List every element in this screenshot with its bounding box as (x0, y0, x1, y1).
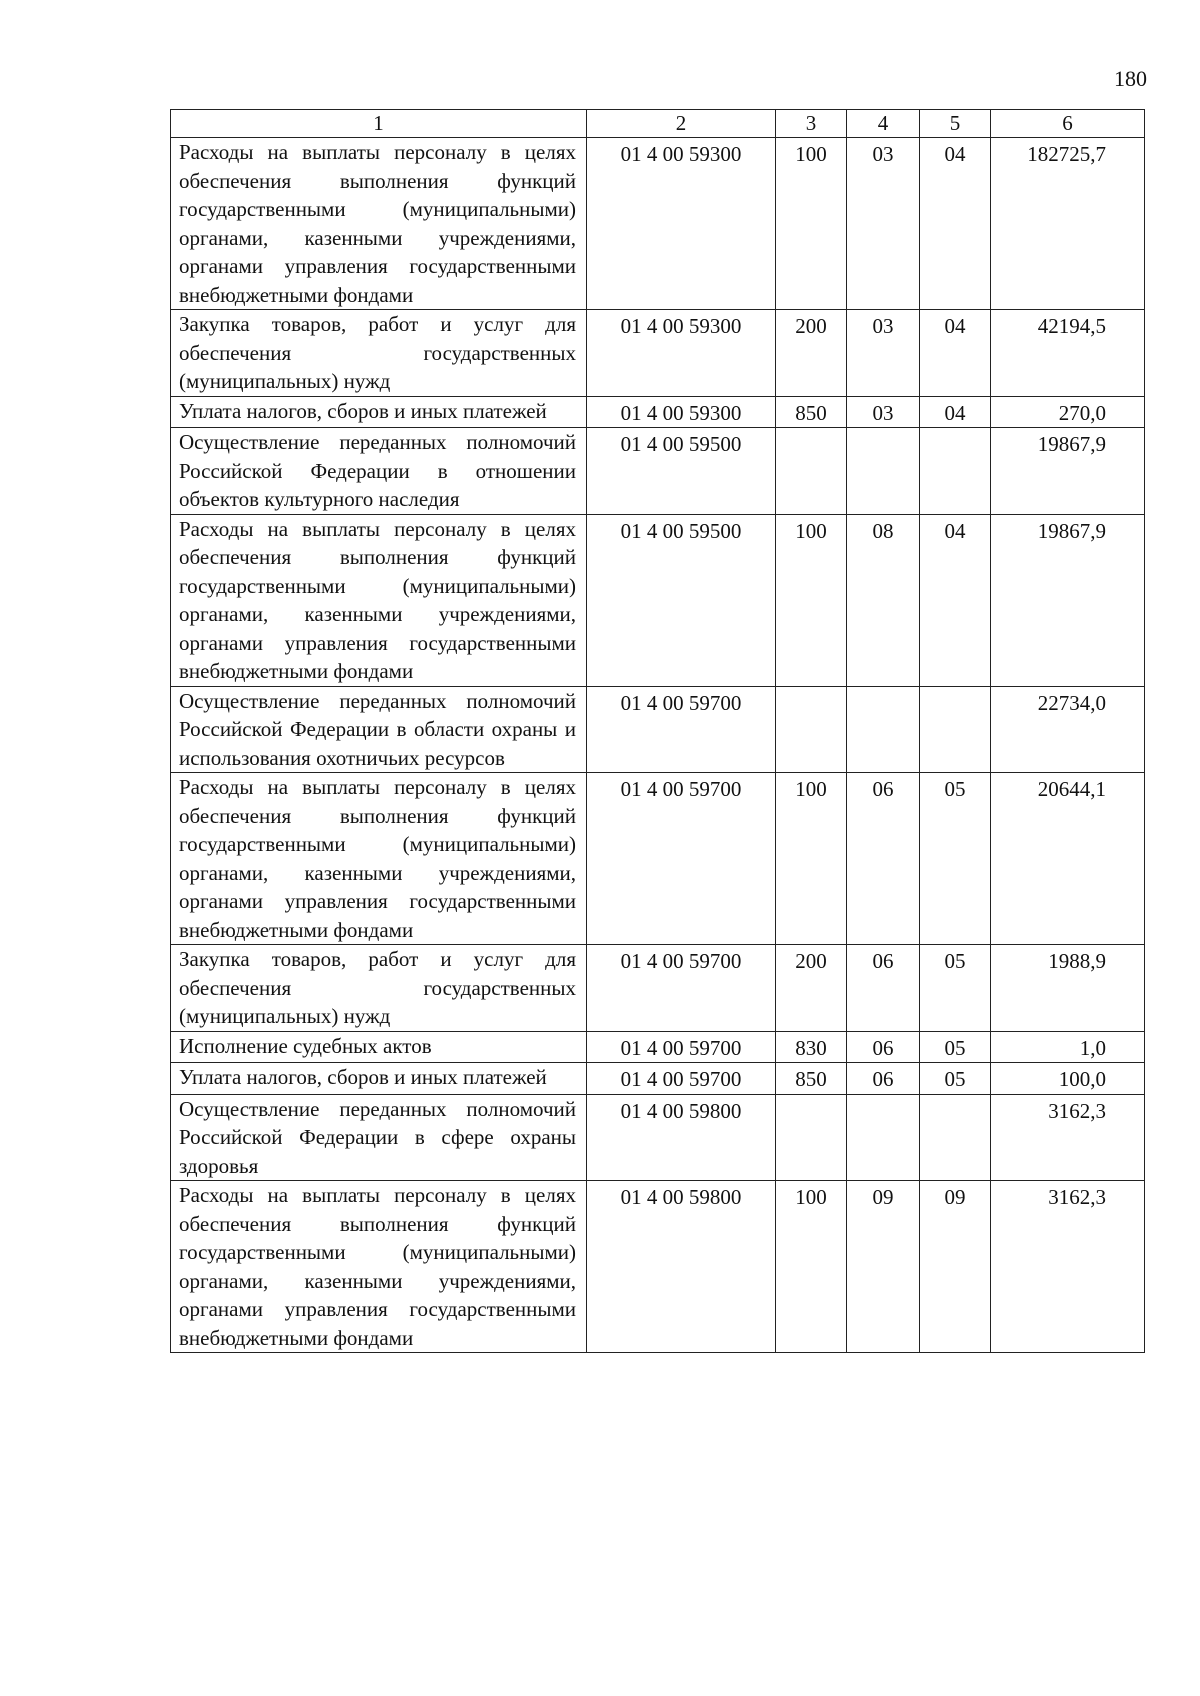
expense-type: 100 (776, 773, 847, 945)
section: 06 (847, 773, 920, 945)
column-header: 4 (847, 110, 920, 138)
target-code: 01 4 00 59800 (587, 1094, 776, 1181)
subsection: 05 (920, 945, 991, 1032)
row-description: Расходы на выплаты персоналу в целях обеспечения выполнения функций государственными (муниципальными) органами, казенными учреждениями, органами управления государственными внебюджетными фондами (171, 1181, 587, 1353)
subsection: 04 (920, 396, 991, 428)
table-header-row (171, 110, 1145, 138)
section: 08 (847, 514, 920, 686)
amount: 20644,1 (991, 773, 1145, 945)
subsection: 04 (920, 310, 991, 397)
row-description: Осуществление переданных полномочий Российской Федерации в сфере охраны здоровья (171, 1094, 587, 1181)
column-header: 5 (920, 110, 991, 138)
amount: 100,0 (991, 1063, 1145, 1095)
subsection: 05 (920, 1031, 991, 1063)
target-code: 01 4 00 59700 (587, 1063, 776, 1095)
expense-type (776, 686, 847, 773)
target-code: 01 4 00 59700 (587, 945, 776, 1032)
target-code: 01 4 00 59500 (587, 514, 776, 686)
target-code: 01 4 00 59700 (587, 686, 776, 773)
column-header: 6 (991, 110, 1145, 138)
section: 06 (847, 945, 920, 1032)
expense-type (776, 428, 847, 515)
amount: 22734,0 (991, 686, 1145, 773)
expense-type: 100 (776, 514, 847, 686)
table-row (171, 686, 1145, 773)
amount: 19867,9 (991, 428, 1145, 515)
section: 06 (847, 1031, 920, 1063)
subsection: 05 (920, 1063, 991, 1095)
section: 03 (847, 310, 920, 397)
amount: 1988,9 (991, 945, 1145, 1032)
table-row (171, 1031, 1145, 1063)
section: 03 (847, 396, 920, 428)
section (847, 1094, 920, 1181)
subsection (920, 686, 991, 773)
table-row (171, 945, 1145, 1032)
table-row (171, 396, 1145, 428)
section: 06 (847, 1063, 920, 1095)
section: 03 (847, 138, 920, 310)
row-description: Закупка товаров, работ и услуг для обеспечения государственных (муниципальных) нужд (171, 945, 587, 1032)
section (847, 686, 920, 773)
table-row (171, 514, 1145, 686)
column-header: 3 (776, 110, 847, 138)
expense-type: 830 (776, 1031, 847, 1063)
table-row (171, 138, 1145, 310)
target-code: 01 4 00 59700 (587, 1031, 776, 1063)
target-code: 01 4 00 59800 (587, 1181, 776, 1353)
row-description: Уплата налогов, сборов и иных платежей (171, 396, 587, 428)
expense-type: 200 (776, 945, 847, 1032)
target-code: 01 4 00 59500 (587, 428, 776, 515)
target-code: 01 4 00 59700 (587, 773, 776, 945)
expense-type (776, 1094, 847, 1181)
table-row (171, 773, 1145, 945)
row-description: Осуществление переданных полномочий Российской Федерации в отношении объектов культурного наследия (171, 428, 587, 515)
table-row (171, 1063, 1145, 1095)
subsection: 09 (920, 1181, 991, 1353)
table-row (171, 1181, 1145, 1353)
subsection: 04 (920, 138, 991, 310)
subsection: 04 (920, 514, 991, 686)
amount: 19867,9 (991, 514, 1145, 686)
table-row (171, 1094, 1145, 1181)
subsection (920, 1094, 991, 1181)
target-code: 01 4 00 59300 (587, 138, 776, 310)
row-description: Закупка товаров, работ и услуг для обеспечения государственных (муниципальных) нужд (171, 310, 587, 397)
row-description: Расходы на выплаты персоналу в целях обеспечения выполнения функций государственными (муниципальными) органами, казенными учреждениями, органами управления государственными внебюджетными фондами (171, 514, 587, 686)
table-row (171, 428, 1145, 515)
amount: 182725,7 (991, 138, 1145, 310)
amount: 3162,3 (991, 1094, 1145, 1181)
expense-type: 100 (776, 138, 847, 310)
subsection: 05 (920, 773, 991, 945)
amount: 3162,3 (991, 1181, 1145, 1353)
row-description: Уплата налогов, сборов и иных платежей (171, 1063, 587, 1095)
target-code: 01 4 00 59300 (587, 396, 776, 428)
amount: 270,0 (991, 396, 1145, 428)
row-description: Расходы на выплаты персоналу в целях обеспечения выполнения функций государственными (муниципальными) органами, казенными учреждениями, органами управления государственными внебюджетными фондами (171, 138, 587, 310)
expense-type: 200 (776, 310, 847, 397)
amount: 1,0 (991, 1031, 1145, 1063)
row-description: Исполнение судебных актов (171, 1031, 587, 1063)
budget-table (170, 109, 1145, 1353)
expense-type: 850 (776, 396, 847, 428)
section: 09 (847, 1181, 920, 1353)
expense-type: 100 (776, 1181, 847, 1353)
expense-type: 850 (776, 1063, 847, 1095)
page-number: 180 (1114, 66, 1147, 91)
subsection (920, 428, 991, 515)
column-header: 2 (587, 110, 776, 138)
column-header: 1 (171, 110, 587, 138)
target-code: 01 4 00 59300 (587, 310, 776, 397)
amount: 42194,5 (991, 310, 1145, 397)
table-row (171, 310, 1145, 397)
section (847, 428, 920, 515)
row-description: Расходы на выплаты персоналу в целях обеспечения выполнения функций государственными (муниципальными) органами, казенными учреждениями, органами управления государственными внебюджетными фондами (171, 773, 587, 945)
row-description: Осуществление переданных полномочий Российской Федерации в области охраны и использования охотничьих ресурсов (171, 686, 587, 773)
